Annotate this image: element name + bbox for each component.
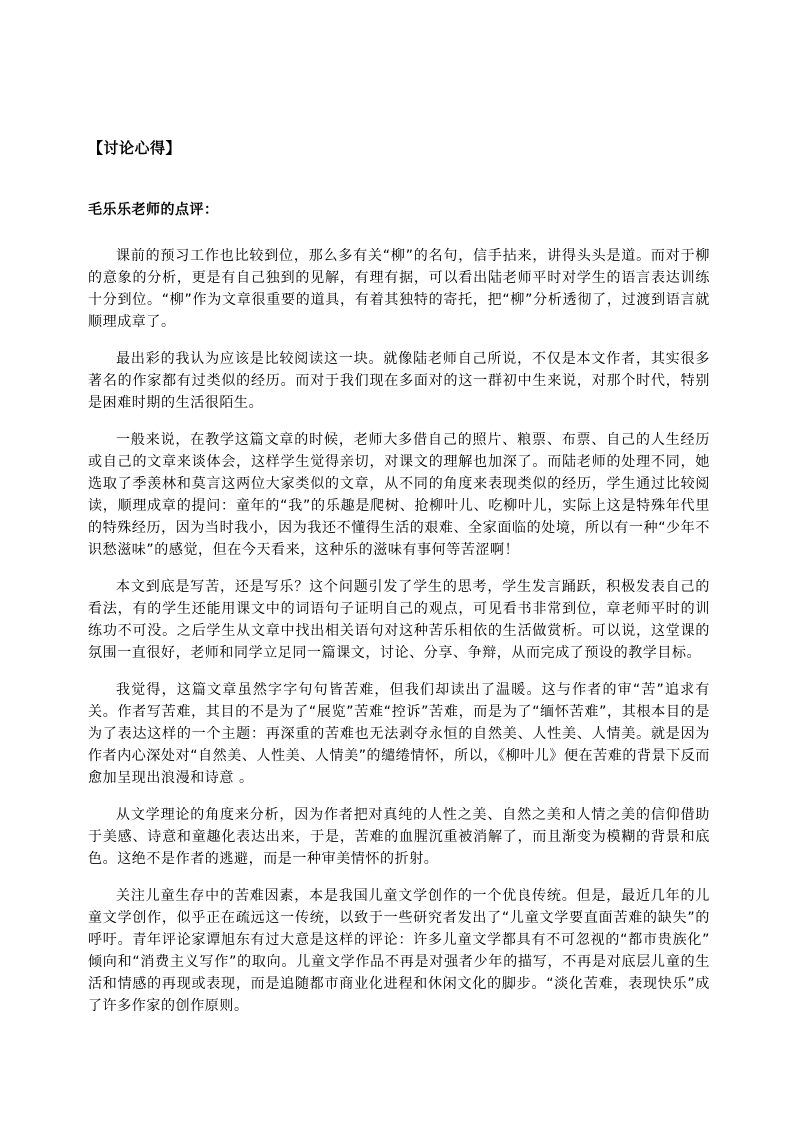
commentary-body [88,245,710,1017]
paragraph-teaching-approach: 一般来说，在教学这篇文章的时候，老师大多借自己的照片、粮票、布票、自己的人生经历或自己的文章来谈体会，这样学生觉得亲切，对课文的理解也加深了。而陆老师的处理不同，她选取了季羡林和莫言这两位大家类似的文章，从不同的角度来表现类似的经历，学生通过比较阅读，顺理成章的提问：童年的“我”的乐趣是爬树、抢柳叶儿、吃柳叶儿，实际上这是特殊年代里的特殊经历，因为当时我小，因为我还不懂得生活的艰难、全家面临的处境，所以有一种“少年不识愁滋味”的感觉，但在今天看来，这种乐的滋味有事何等苦涩啊！ [88,432,710,558]
section-title: 【讨论心得】 [88,139,182,157]
reviewer-heading: 毛乐乐老师的点评： [88,202,219,218]
paragraph-bitter-or-joy: 本文到底是写苦，还是写乐？这个问题引发了学生的思考，学生发言踊跃，积极发表自己的看法，有的学生还能用课文中的词语句子证明自己的观点，可见看书非常到位，章老师平时的训练功不可没。之后学生从文章中找出相关语句对这种苦乐相依的生活做赏析。可以说，这堂课的氛围一直很好，老师和同学立足同一篇课文，讨论、分享、争辩，从而完成了预设的教学目标。 [88,579,710,661]
paragraph-preview-work: 课前的预习工作也比较到位，那么多有关“柳”的名句，信手拈来，讲得头头是道。而对于柳的意象的分析，更是有自己独到的见解，有理有据，可以看出陆老师平时对学生的语言表达训练十分到位。“柳”作为文章很重要的道具，有着其独特的寄托，把“柳”分析透彻了，过渡到语言就顺理成章了。 [88,248,710,330]
paragraph-warmth-in-hardship: 我觉得，这篇文章虽然字字句句皆苦难，但我们却读出了温暖。这与作者的审“苦”追求有关。作者写苦难，其目的不是为了“展览”苦难“控诉”苦难，而是为了“缅怀苦难”，其根本目的是为了表达这样的一个主题：再深重的苦难也无法剥夺永恒的自然美、人性美、人情美。就是因为作者内心深处对“自然美、人性美、人情美”的缱绻情怀，所以，《柳叶儿》便在苦难的背景下反而愈加呈现出浪漫和诗意 。 [88,682,710,786]
paragraph-children-literature: 关注儿童生存中的苦难因素，本是我国儿童文学创作的一个优良传统。但是，最近几年的儿童文学创作，似乎正在疏远这一传统，以致于一些研究者发出了“儿童文学要直面苦难的缺失”的呼吁。青年评论家谭旭东有过大意是这样的评论：许多儿童文学都具有不可忽视的“都市贵族化”倾向和“消费主义写作”的取向。儿童文学作品不再是对强者少年的描写，不再是对底层儿童的生活和情感的再现或表现，而是追随都市商业化进程和休闲文化的脚步。“淡化苦难，表现快乐”成了许多作家的创作原则。 [88,888,710,1014]
paragraph-literary-theory: 从文学理论的角度来分析，因为作者把对真纯的人性之美、自然之美和人情之美的信仰借助于美感、诗意和童趣化表达出来，于是，苦难的血腥沉重被消解了，而且渐变为模糊的背景和底色。这绝不是作者的逃避，而是一种审美情怀的折射。 [88,807,710,867]
paragraph-comparative-reading: 最出彩的我认为应该是比较阅读这一块。就像陆老师自己所说，不仅是本文作者，其实很多著名的作家都有过类似的经历。而对于我们现在多面对的这一群初中生来说，对那个时代，特别是困难时期的生活很陌生。 [88,351,710,411]
